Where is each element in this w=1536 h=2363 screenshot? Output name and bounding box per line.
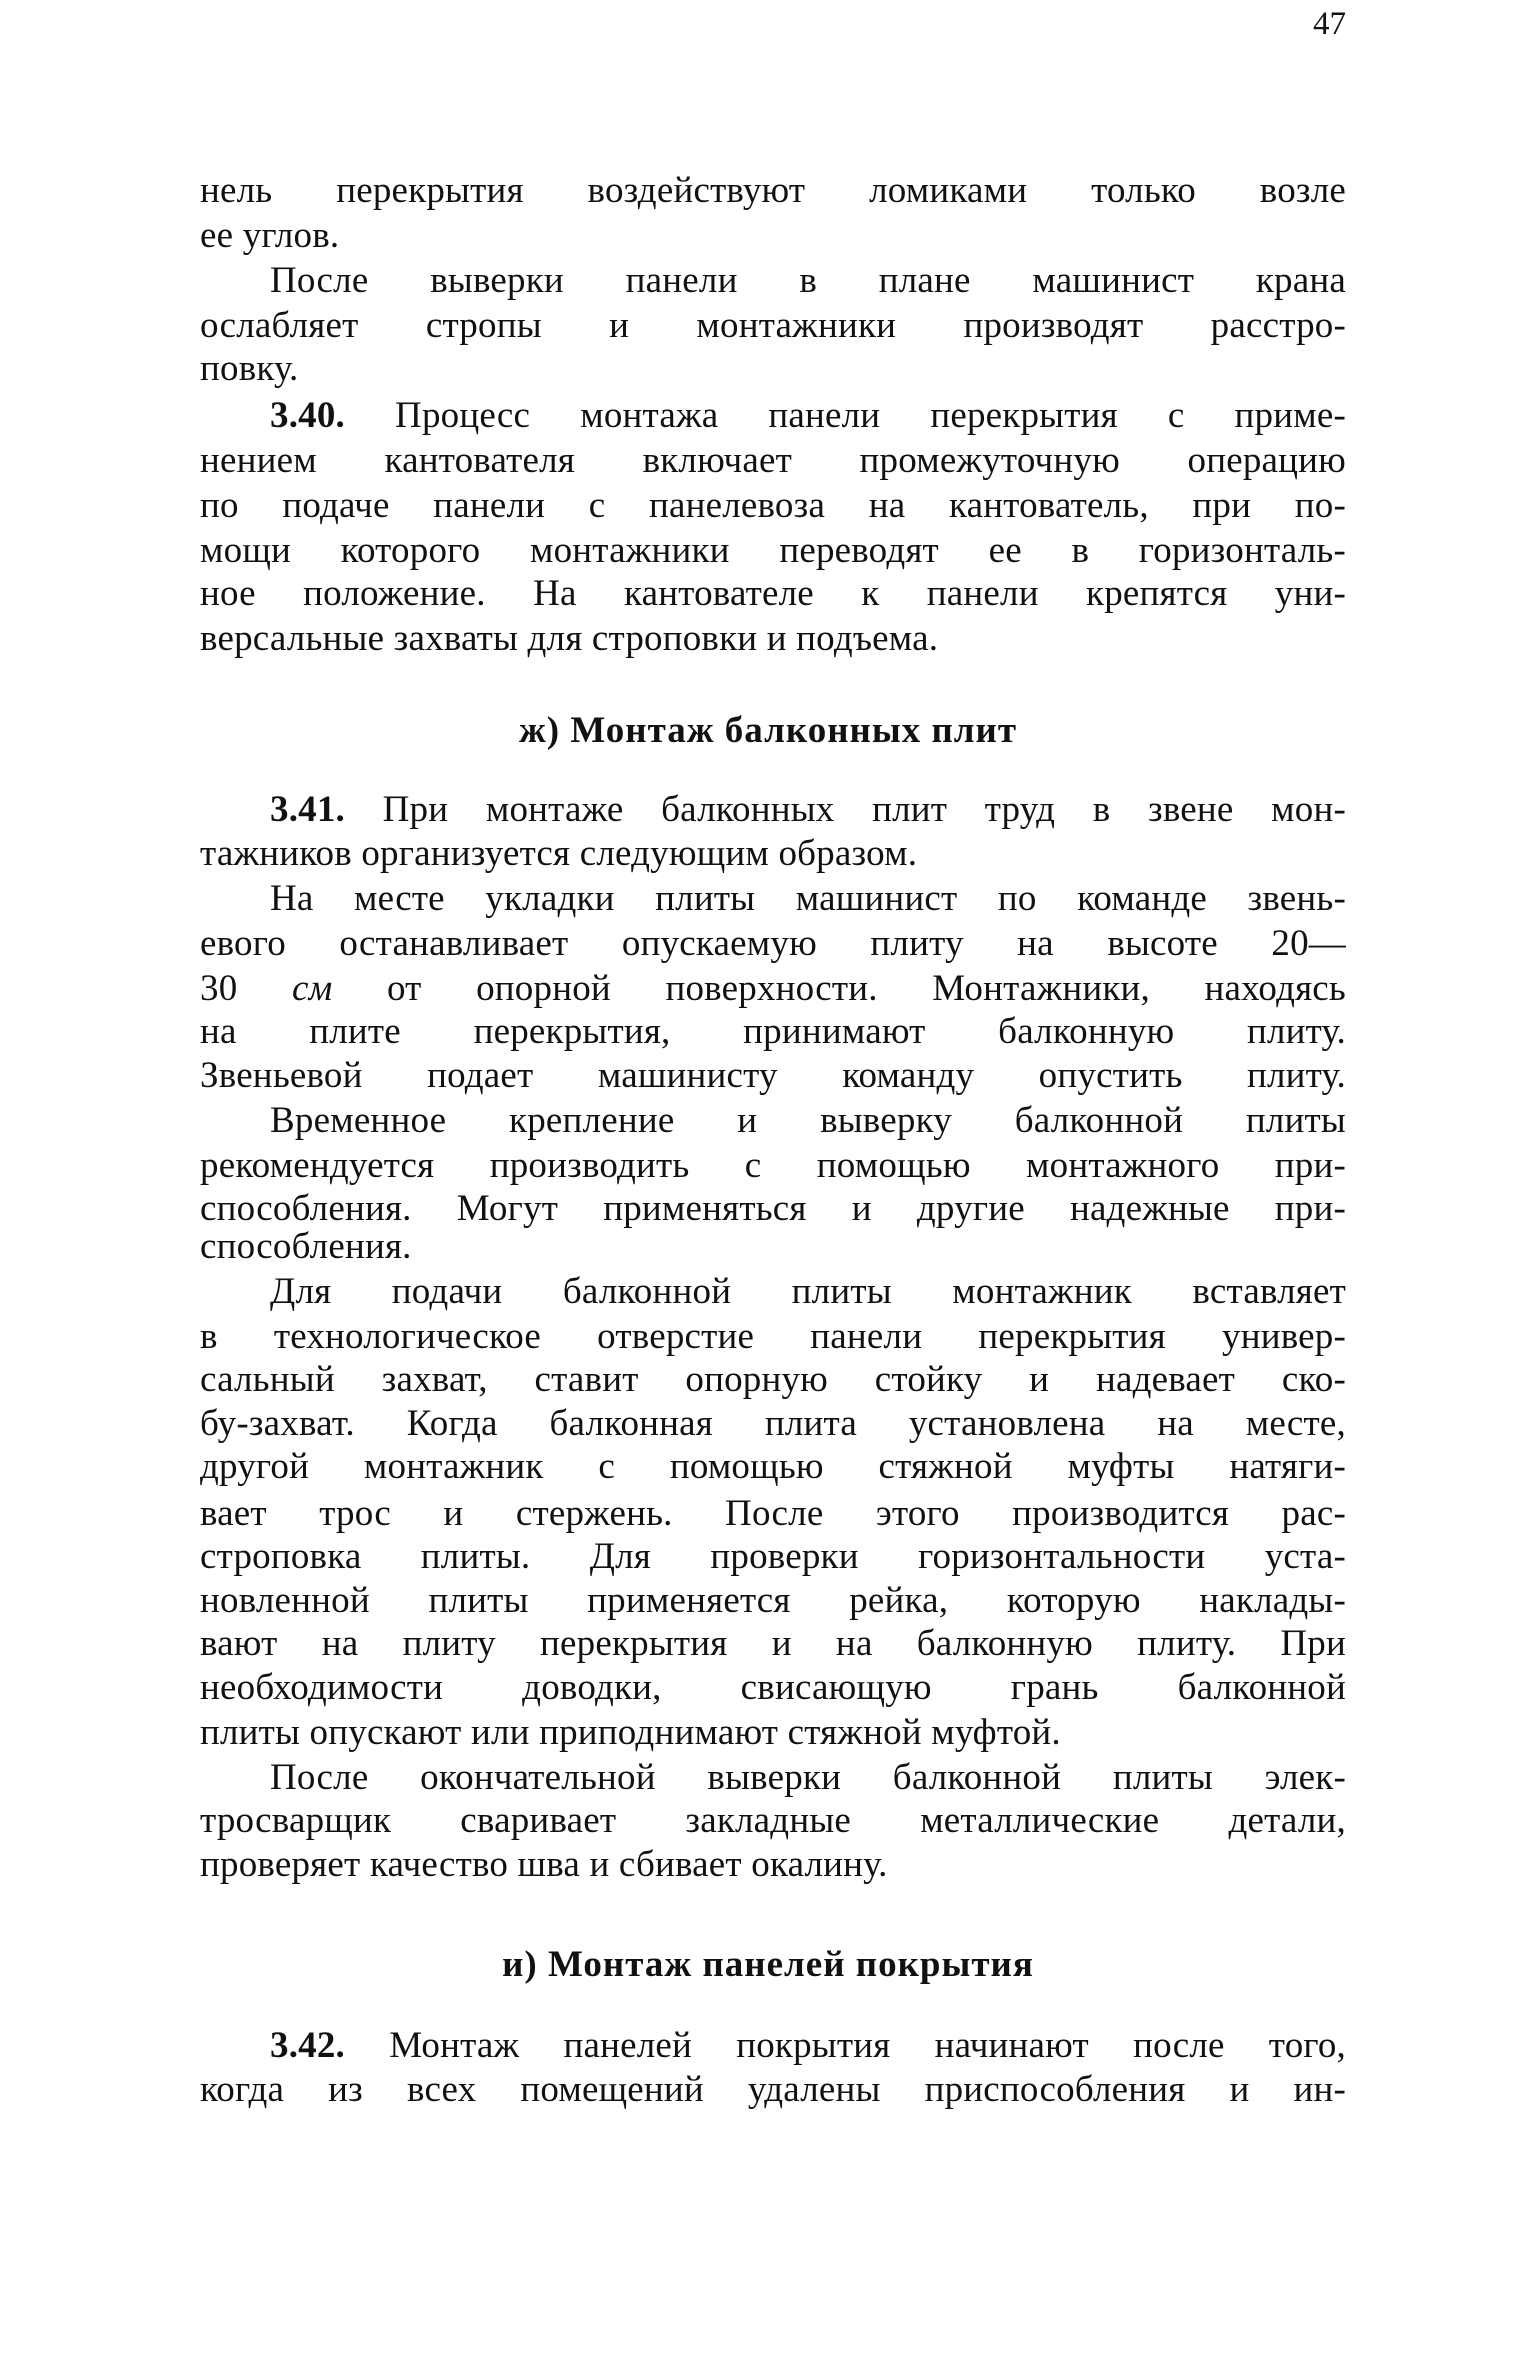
text-segment: бу-захват. Когда балконная плита установлена на месте, xyxy=(200,1402,1346,1444)
text-line xyxy=(200,1008,1346,1056)
text-segment: по подаче панели с панелевоза на кантователь, при по- xyxy=(200,484,1346,526)
text-line xyxy=(200,482,1346,530)
text-segment: 30 xyxy=(200,967,292,1009)
text-segment: версальные захваты для строповки и подъема. xyxy=(200,618,939,659)
text-segment: Монтаж панелей покрытия начинают после того, xyxy=(345,2025,1346,2066)
text-line xyxy=(200,830,1346,878)
text-line xyxy=(200,965,1346,1013)
text-segment: Для подачи балконной плиты монтажник вставляет xyxy=(270,1270,1346,1312)
text-line xyxy=(270,1097,1346,1145)
text-line xyxy=(200,1664,1346,1712)
text-line xyxy=(200,615,1346,663)
text-line xyxy=(200,1313,1346,1361)
text-line xyxy=(270,1754,1346,1802)
paragraph-number: 3.41. xyxy=(270,789,345,830)
text-line xyxy=(200,570,1346,618)
text-segment: тросварщик сваривает закладные металлические детали, xyxy=(200,1800,1346,1841)
text-segment: евого останавливает опускаемую плиту на высоте 20— xyxy=(200,922,1346,964)
text-segment: повку. xyxy=(200,348,299,389)
text-segment: нением кантователя включает промежуточную операцию xyxy=(200,439,1346,481)
text-segment: способления. xyxy=(200,1225,412,1267)
text-line xyxy=(200,527,1346,575)
unit-italic: см xyxy=(291,967,333,1009)
text-segment: в технологическое отверстие панели перекрытия универ- xyxy=(200,1315,1346,1357)
paragraph-number: 3.42. xyxy=(270,2025,345,2066)
text-line xyxy=(200,2066,1346,2114)
text-segment: сальный захват, ставит опорную стойку и надевает ско- xyxy=(200,1359,1346,1400)
text-segment: ослабляет стропы и монтажники производят расстро- xyxy=(200,304,1346,346)
text-segment: плиты опускают или приподнимают стяжной муфтой. xyxy=(200,1711,1061,1753)
text-line xyxy=(200,920,1346,968)
text-line xyxy=(200,1142,1346,1190)
text-line xyxy=(200,437,1346,485)
text-line xyxy=(270,1268,1346,1316)
paragraph-number: 3.40. xyxy=(270,394,345,436)
text-line xyxy=(200,167,1346,215)
text-line xyxy=(270,257,1346,305)
text-line xyxy=(270,786,1346,834)
text-line xyxy=(200,1533,1346,1581)
text-segment: когда из всех помещений удалены приспособления и ин- xyxy=(200,2068,1346,2110)
section-heading: и) Монтаж панелей покрытия xyxy=(502,1944,1034,1985)
text-line xyxy=(200,345,1346,393)
text-line xyxy=(200,1577,1346,1625)
text-line xyxy=(270,392,1346,440)
text-segment: нель перекрытия воздействуют ломиками только возле xyxy=(200,169,1346,211)
text-segment: Процесс монтажа панели перекрытия с приме- xyxy=(345,394,1346,436)
text-segment: от опорной поверхности. Монтажники, находясь xyxy=(332,967,1347,1009)
text-line xyxy=(200,1797,1346,1845)
text-segment: Временное крепление и выверку балконной плиты xyxy=(270,1099,1346,1141)
text-line xyxy=(200,1490,1346,1538)
text-line xyxy=(200,302,1346,350)
text-segment: ное положение. На кантователе к панели крепятся уни- xyxy=(200,573,1346,614)
text-segment: рекомендуется производить с помощью монтажного при- xyxy=(200,1144,1346,1186)
text-segment: После окончательной выверки балконной плиты элек- xyxy=(270,1756,1346,1798)
text-segment: проверяет качество шва и сбивает окалину. xyxy=(200,1843,888,1885)
text-segment: После выверки панели в плане машинист крана xyxy=(270,259,1346,301)
text-segment: вают на плиту перекрытия и на балконную плиту. При xyxy=(200,1623,1346,1664)
text-segment: мощи которого монтажники переводят ее в горизонталь- xyxy=(200,529,1346,571)
text-line xyxy=(200,1620,1346,1668)
text-segment: ее углов. xyxy=(200,214,340,256)
text-segment: тажников организуется следующим образом. xyxy=(200,832,918,874)
section-heading: ж) Монтаж балконных плит xyxy=(518,709,1018,751)
text-segment: необходимости доводки, свисающую грань балконной xyxy=(200,1666,1346,1708)
text-line xyxy=(200,1841,1346,1889)
text-line xyxy=(200,1223,1346,1271)
text-line xyxy=(200,1356,1346,1404)
text-line xyxy=(200,1443,1346,1491)
text-line xyxy=(200,1052,1346,1100)
page-number: 47 xyxy=(1313,6,1346,42)
text-line xyxy=(270,875,1346,923)
text-segment: Звеньевой подает машинисту команду опустить плиту. xyxy=(200,1054,1346,1096)
text-segment: способления. Могут применяться и другие надежные при- xyxy=(200,1188,1346,1229)
text-segment: строповка плиты. Для проверки горизонтальности уста- xyxy=(200,1536,1346,1577)
text-segment: на плите перекрытия, принимают балконную плиту. xyxy=(200,1011,1346,1052)
text-segment: При монтаже балконных плит труд в звене мон- xyxy=(345,789,1346,830)
text-segment: другой монтажник с помощью стяжной муфты натяги- xyxy=(200,1446,1346,1487)
text-segment: На месте укладки плиты машинист по команде звень- xyxy=(270,877,1346,919)
text-segment: новленной плиты применяется рейка, которую наклады- xyxy=(200,1579,1346,1621)
text-line xyxy=(270,2022,1346,2070)
text-line xyxy=(200,1709,1346,1757)
text-segment: вает трос и стержень. После этого производится рас- xyxy=(200,1492,1346,1534)
text-line xyxy=(200,212,1346,260)
text-line xyxy=(200,1400,1346,1448)
